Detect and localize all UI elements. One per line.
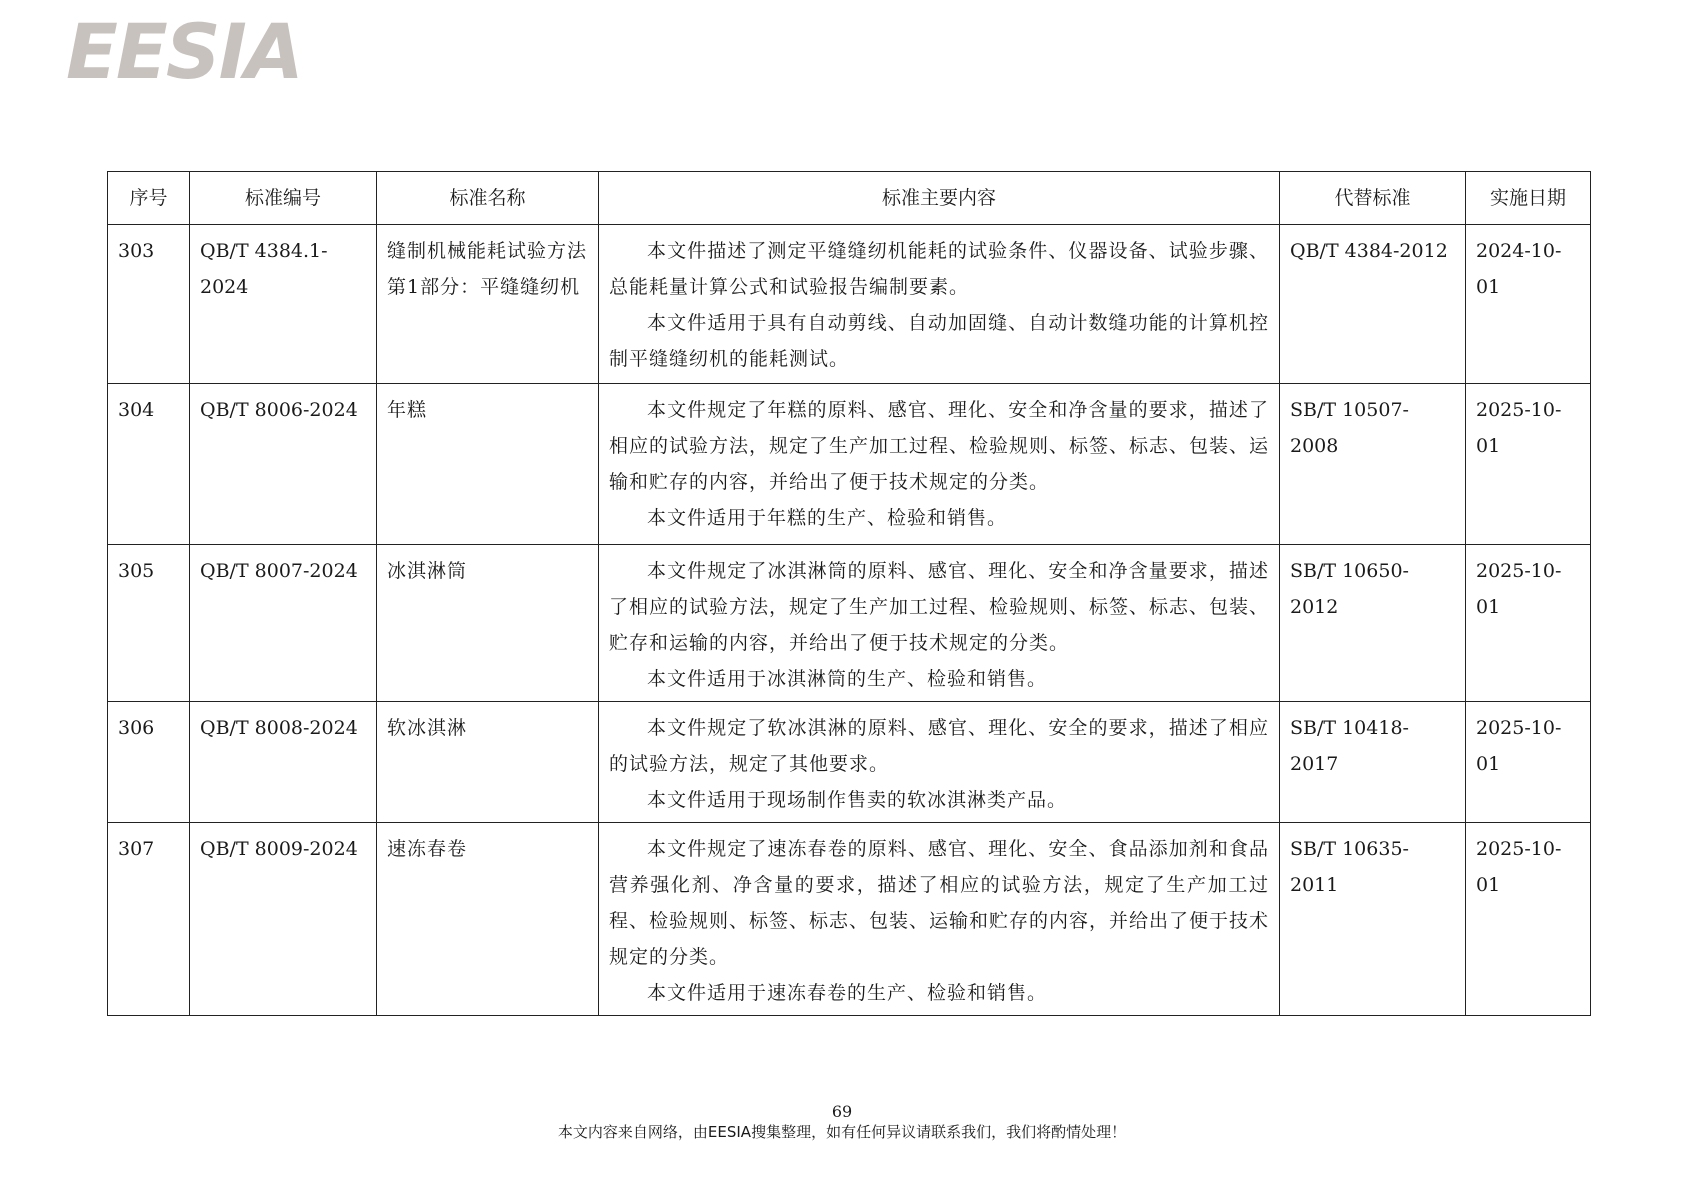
cell-content <box>599 384 1280 545</box>
content-paragraph: 本文件适用于速冻春卷的生产、检验和销售。 <box>647 982 1048 1004</box>
cell-name: 缝制机械能耗试验方法 第1部分：平缝缝纫机 <box>377 225 599 384</box>
eesia-logo: EESIA <box>66 7 302 96</box>
standards-table <box>107 171 1591 1016</box>
cell-replaced: SB/T 10635-2011 <box>1280 823 1466 1016</box>
content-paragraph: 本文件适用于年糕的生产、检验和销售。 <box>647 507 1008 529</box>
content-paragraph: 本文件规定了年糕的原料、感官、理化、安全和净含量的要求，描述了相应的试验方法，规定了生产加工过程、检验规则、标签、标志、包装、运输和贮存的内容，并给出了便于技术规定的分类。 <box>609 399 1270 493</box>
cell-date: 2025-10-01 <box>1466 702 1591 823</box>
cell-no: 303 <box>108 225 190 384</box>
cell-no: 305 <box>108 545 190 702</box>
cell-name: 速冻春卷 <box>377 823 599 1016</box>
header-name: 标准名称 <box>377 172 599 225</box>
content-paragraph: 本文件描述了测定平缝缝纫机能耗的试验条件、仪器设备、试验步骤、总能耗量计算公式和试验报告编制要素。 <box>609 240 1269 298</box>
header-date: 实施日期 <box>1466 172 1591 225</box>
cell-content <box>599 225 1280 384</box>
cell-replaced: SB/T 10418-2017 <box>1280 702 1466 823</box>
cell-content <box>599 545 1280 702</box>
cell-date: 2024-10-01 <box>1466 225 1591 384</box>
content-paragraph: 本文件规定了冰淇淋筒的原料、感官、理化、安全和净含量要求，描述了相应的试验方法，规定了生产加工过程、检验规则、标签、标志、包装、贮存和运输的内容，并给出了便于技术规定的分类。 <box>609 560 1270 654</box>
header-code: 标准编号 <box>190 172 377 225</box>
cell-name: 冰淇淋筒 <box>377 545 599 702</box>
table-row <box>108 823 1591 1016</box>
content-paragraph: 本文件适用于冰淇淋筒的生产、检验和销售。 <box>647 668 1048 690</box>
table-row <box>108 702 1591 823</box>
cell-replaced: QB/T 4384-2012 <box>1280 225 1466 384</box>
cell-replaced: SB/T 10507-2008 <box>1280 384 1466 545</box>
cell-name: 软冰淇淋 <box>377 702 599 823</box>
cell-name: 年糕 <box>377 384 599 545</box>
cell-no: 304 <box>108 384 190 545</box>
cell-code: QB/T 8007-2024 <box>190 545 377 702</box>
cell-content <box>599 823 1280 1016</box>
cell-no: 307 <box>108 823 190 1016</box>
footer-disclaimer: 本文内容来自网络，由EESIA搜集整理，如有任何异议请联系我们，我们将酌情处理！ <box>557 1123 1127 1141</box>
table-row <box>108 384 1591 545</box>
content-paragraph: 本文件规定了速冻春卷的原料、感官、理化、安全、食品添加剂和食品营养强化剂、净含量的要求，描述了相应的试验方法，规定了生产加工过程、检验规则、标签、标志、包装、运输和贮存的内容，并给出了便于技术规定的分类。 <box>609 838 1270 968</box>
cell-code: QB/T 8006-2024 <box>190 384 377 545</box>
cell-replaced: SB/T 10650-2012 <box>1280 545 1466 702</box>
cell-code: QB/T 8009-2024 <box>190 823 377 1016</box>
header-content: 标准主要内容 <box>599 172 1280 225</box>
table-row <box>108 225 1591 384</box>
cell-code: QB/T 4384.1-2024 <box>190 225 377 384</box>
content-paragraph: 本文件规定了软冰淇淋的原料、感官、理化、安全的要求，描述了相应的试验方法，规定了其他要求。 <box>609 717 1269 775</box>
header-replaced: 代替标准 <box>1280 172 1466 225</box>
cell-code: QB/T 8008-2024 <box>190 702 377 823</box>
cell-content <box>599 702 1280 823</box>
page-number: 69 <box>831 1102 853 1121</box>
header-no: 序号 <box>108 172 190 225</box>
table-header-row <box>108 172 1591 225</box>
content-paragraph: 本文件适用于现场制作售卖的软冰淇淋类产品。 <box>647 789 1068 811</box>
cell-date: 2025-10-01 <box>1466 823 1591 1016</box>
cell-no: 306 <box>108 702 190 823</box>
table-row <box>108 545 1591 702</box>
cell-date: 2025-10-01 <box>1466 384 1591 545</box>
cell-date: 2025-10-01 <box>1466 545 1591 702</box>
content-paragraph: 本文件适用于具有自动剪线、自动加固缝、自动计数缝功能的计算机控制平缝缝纫机的能耗测试。 <box>609 312 1269 370</box>
